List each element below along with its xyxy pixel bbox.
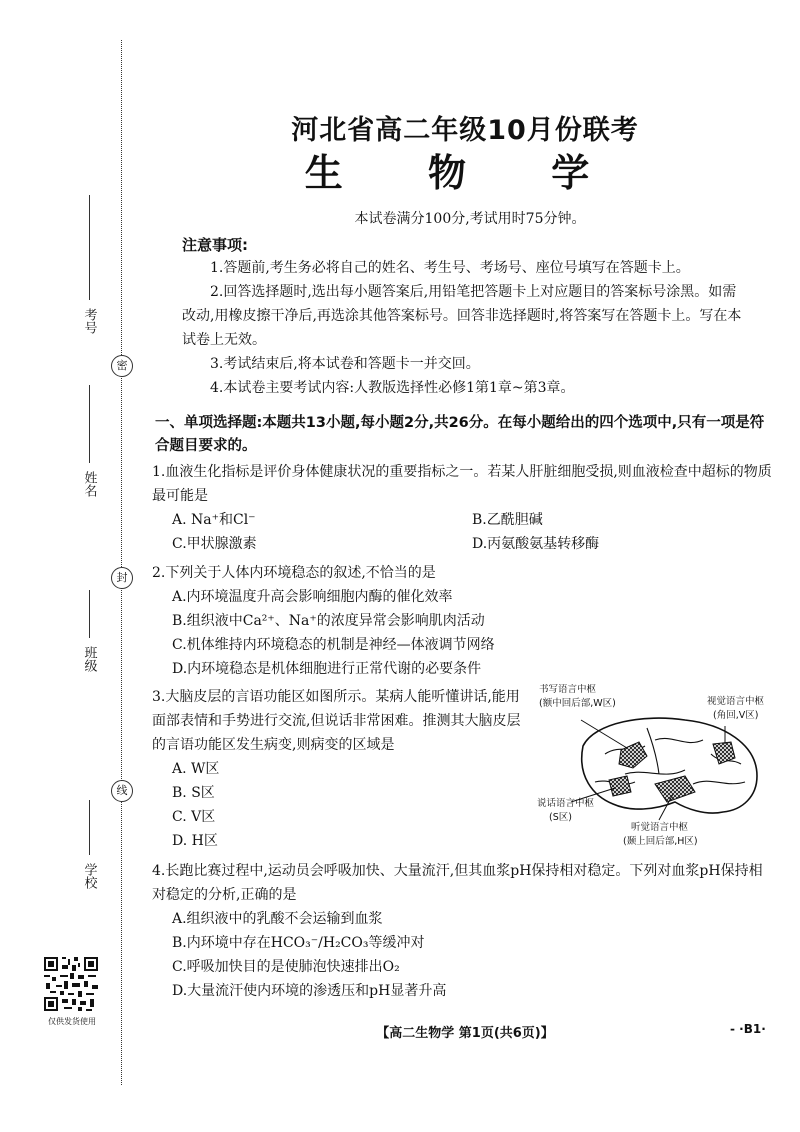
label-v-2: (角回,V区): [713, 710, 759, 721]
label-w-1: 书写语言中枢: [539, 684, 597, 695]
field-line: [89, 590, 90, 638]
label-w-2: (额中回后部,W区): [539, 698, 616, 709]
paper-code: - ·B1·: [730, 1022, 766, 1036]
area-s: [609, 776, 631, 796]
question-2: [152, 561, 772, 681]
question-1: [152, 460, 772, 556]
notice-item: 1.答题前,考生务必将自己的姓名、考生号、考场号、座位号填写在答题卡上。: [210, 260, 690, 276]
option-c: C.机体维持内环境稳态的机制是神经—体液调节网络: [172, 637, 495, 653]
option-b: B.组织液中Ca²⁺、Na⁺的浓度异常会影响肌肉活动: [172, 613, 485, 629]
label-s-2: (S区): [549, 812, 572, 823]
notice-item: 4.本试卷主要考试内容:人教版选择性必修1第1章~第3章。: [210, 380, 575, 396]
option-a: A.内环境温度升高会影响细胞内酶的催化效率: [172, 589, 453, 605]
field-name: [72, 385, 106, 497]
option-row: [152, 532, 772, 556]
option-d: D.内环境稳态是机体细胞进行正常代谢的必要条件: [172, 661, 482, 677]
field-class: [72, 590, 106, 672]
exam-title: 河北省高二年级10月份联考: [291, 115, 639, 146]
field-label: 班级: [81, 646, 97, 672]
question-stem: 4.长跑比赛过程中,运动员会呼吸加快、大量流汗,但其血浆pH保持相对稳定。下列对血浆pH保持相对稳定的分析,正确的是: [152, 863, 763, 903]
section-heading: 一、单项选择题:本题共13小题,每小题2分,共26分。在每小题给出的四个选项中,只有一项是符合题目要求的。: [155, 415, 765, 454]
option-b: B. S区: [172, 785, 215, 801]
seal-mi: 密: [111, 355, 133, 377]
option-b: B.内环境中存在HCO₃⁻/H₂CO₃等缓冲对: [172, 935, 425, 951]
brain-language-areas-figure: [535, 684, 775, 854]
label-h-2: (颞上回后部,H区): [623, 836, 698, 847]
notice-title: 注意事项:: [182, 236, 248, 254]
page-footer: 【高二生物学 第1页(共6页)】: [376, 1026, 554, 1041]
qr-code: [42, 955, 100, 1013]
label-h-1: 听觉语言中枢: [631, 822, 689, 833]
option-a: A.组织液中的乳酸不会运输到血浆: [172, 911, 383, 927]
option-c: C.甲状腺激素: [172, 536, 257, 552]
option-row: [152, 508, 772, 532]
notice-item: 2.回答选择题时,选出每小题答案后,用铅笔把答题卡上对应题目的答案标号涂黑。如需改动,用橡皮擦干净后,再选涂其他答案标号。回答非选择题时,将答案写在答题卡上。写在本试卷上无效。: [182, 284, 742, 348]
option-c: C. V区: [172, 809, 216, 825]
question-stem: 1.血液生化指标是评价身体健康状况的重要指标之一。若某人肝脏细胞受损,则血液检查中超标的物质最可能是: [152, 464, 772, 504]
field-school: [72, 800, 106, 889]
option-a: A. Na⁺和Cl⁻: [172, 512, 256, 528]
score-line: 本试卷满分100分,考试用时75分钟。: [354, 211, 586, 227]
option-d: D.丙氨酸氨基转移酶: [472, 536, 600, 552]
seal-feng: 封: [111, 567, 133, 589]
question-stem: 3.大脑皮层的言语功能区如图所示。某病人能听懂讲话,能用面部表情和手势进行交流,但说话非常困难。推测其大脑皮层的言语功能区发生病变,则病变的区域是: [152, 689, 521, 753]
question-stem: 2.下列关于人体内环境稳态的叙述,不恰当的是: [152, 565, 436, 581]
field-line: [89, 385, 90, 463]
field-label: 考号: [81, 308, 97, 334]
notice-item: 3.考试结束后,将本试卷和答题卡一并交回。: [210, 356, 480, 372]
option-c: C.呼吸加快目的是使肺泡快速排出O₂: [172, 959, 400, 975]
option-d: D.大量流汗使内环境的渗透压和pH显著升高: [172, 983, 447, 999]
question-3: [152, 685, 532, 853]
field-line: [89, 800, 90, 855]
seal-xian: 线: [111, 780, 133, 802]
label-s-1: 说话语言中枢: [537, 798, 595, 809]
option-d: D. H区: [172, 833, 218, 849]
option-b: B.乙酰胆碱: [472, 512, 543, 528]
option-a: A. W区: [172, 761, 220, 777]
question-4: [152, 859, 772, 1003]
subject-title: 生 物 学: [304, 151, 626, 195]
field-label: 姓名: [81, 471, 97, 497]
qr-note: 仅供发货使用: [48, 1017, 96, 1026]
label-v-1: 视觉语言中枢: [707, 696, 765, 707]
field-label: 学校: [81, 863, 97, 889]
notice-list: [182, 256, 742, 400]
